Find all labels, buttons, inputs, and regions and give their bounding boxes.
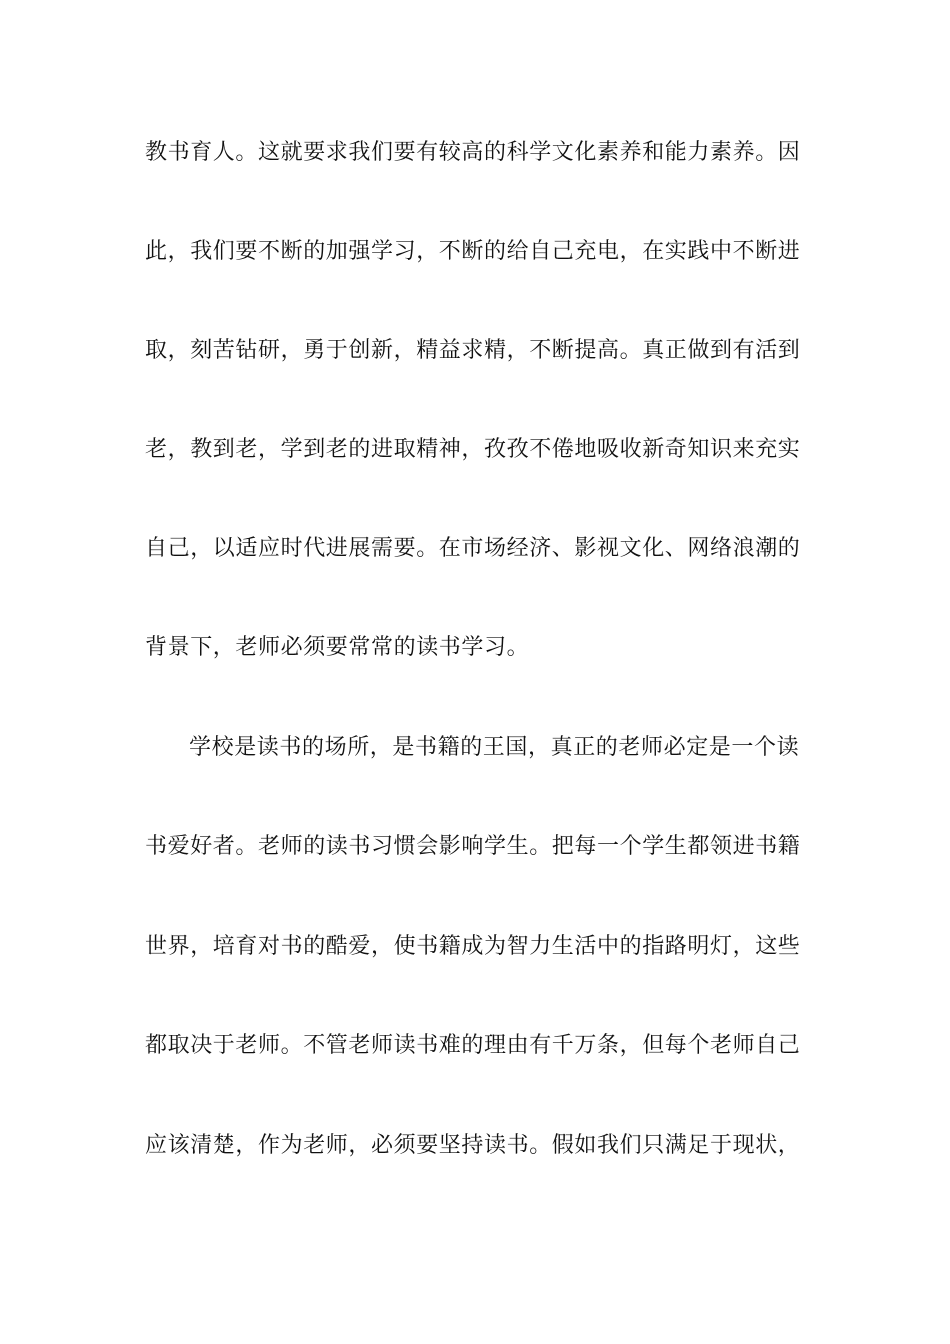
text-line: 世界，培育对书的酷爱，使书籍成为智力生活中的指路明灯，这些	[145, 934, 801, 959]
text-line: 都取决于老师。不管老师读书难的理由有千万条，但每个老师自己	[145, 1033, 801, 1058]
text-line: 取，刻苦钻研，勇于创新，精益求精，不断提高。真正做到有活到	[145, 338, 801, 363]
text-line: 背景下，老师必须要常常的读书学习。	[145, 635, 530, 660]
text-line: 自己，以适应时代进展需要。在市场经济、影视文化、网络浪潮的	[145, 536, 801, 561]
text-line: 此，我们要不断的加强学习，不断的给自己充电，在实践中不断进	[145, 239, 801, 264]
text-line: 老，教到老，学到老的进取精神，孜孜不倦地吸收新奇知识来充实	[145, 437, 801, 462]
text-line: 教书育人。这就要求我们要有较高的科学文化素养和能力素养。因	[145, 140, 801, 165]
text-line: 书爱好者。老师的读书习惯会影响学生。把每一个学生都领进书籍	[145, 834, 801, 859]
paragraph-first-line: 学校是读书的场所，是书籍的王国，真正的老师必定是一个读	[189, 735, 800, 760]
text-line: 应该清楚，作为老师，必须要坚持读书。假如我们只满足于现状，	[145, 1133, 801, 1158]
